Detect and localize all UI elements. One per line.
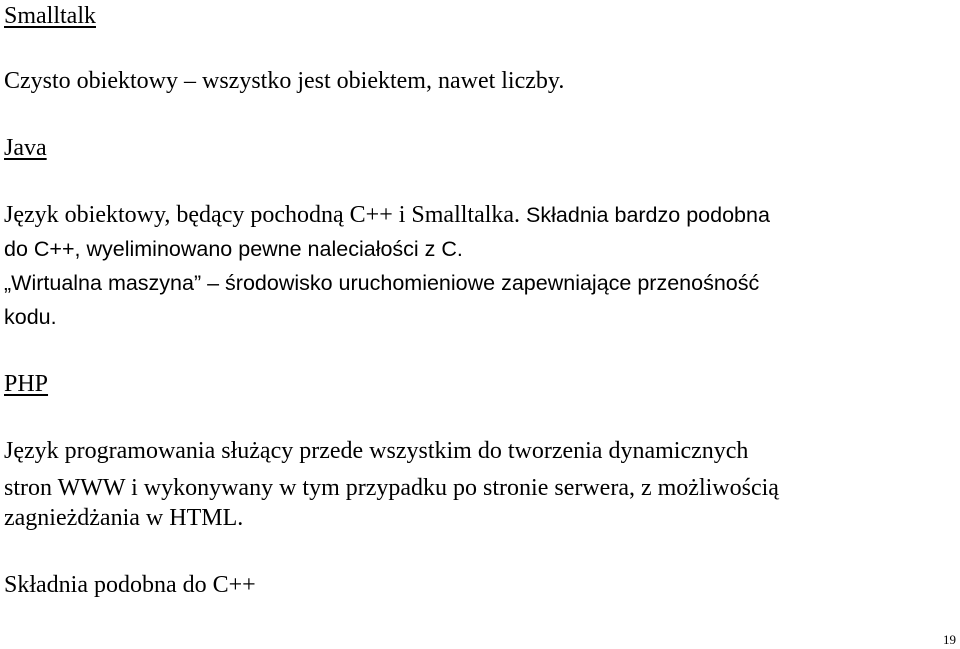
php-description-line-2: stron WWW i wykonywany w tym przypadku po stronie serwera, z możliwością [4, 475, 779, 501]
java-description-part-2: Składnia bardzo podobna [520, 203, 770, 227]
php-syntax-note: Składnia podobna do C++ [4, 572, 256, 598]
php-description-line-3: zagnieżdżania w HTML. [4, 505, 244, 531]
heading-java: Java [4, 135, 47, 161]
java-description-part-1: Język obiektowy, będący pochodną C++ i Smalltalka. [4, 202, 521, 228]
java-description-line-2: do C++, wyeliminowano pewne naleciałości z C. [4, 237, 463, 261]
php-description-line-1: Język programowania służący przede wszystkim do tworzenia dynamicznych [4, 438, 749, 464]
smalltalk-description: Czysto obiektowy – wszystko jest obiektem, nawet liczby. [4, 68, 565, 94]
java-description-line-3: „Wirtualna maszyna” – środowisko uruchomieniowe zapewniające przenośność [4, 271, 760, 295]
java-description-line-1 [4, 201, 770, 229]
java-description-line-4: kodu. [4, 305, 57, 329]
heading-php: PHP [4, 371, 49, 397]
heading-smalltalk: Smalltalk [4, 3, 96, 29]
page-number: 19 [943, 632, 956, 647]
